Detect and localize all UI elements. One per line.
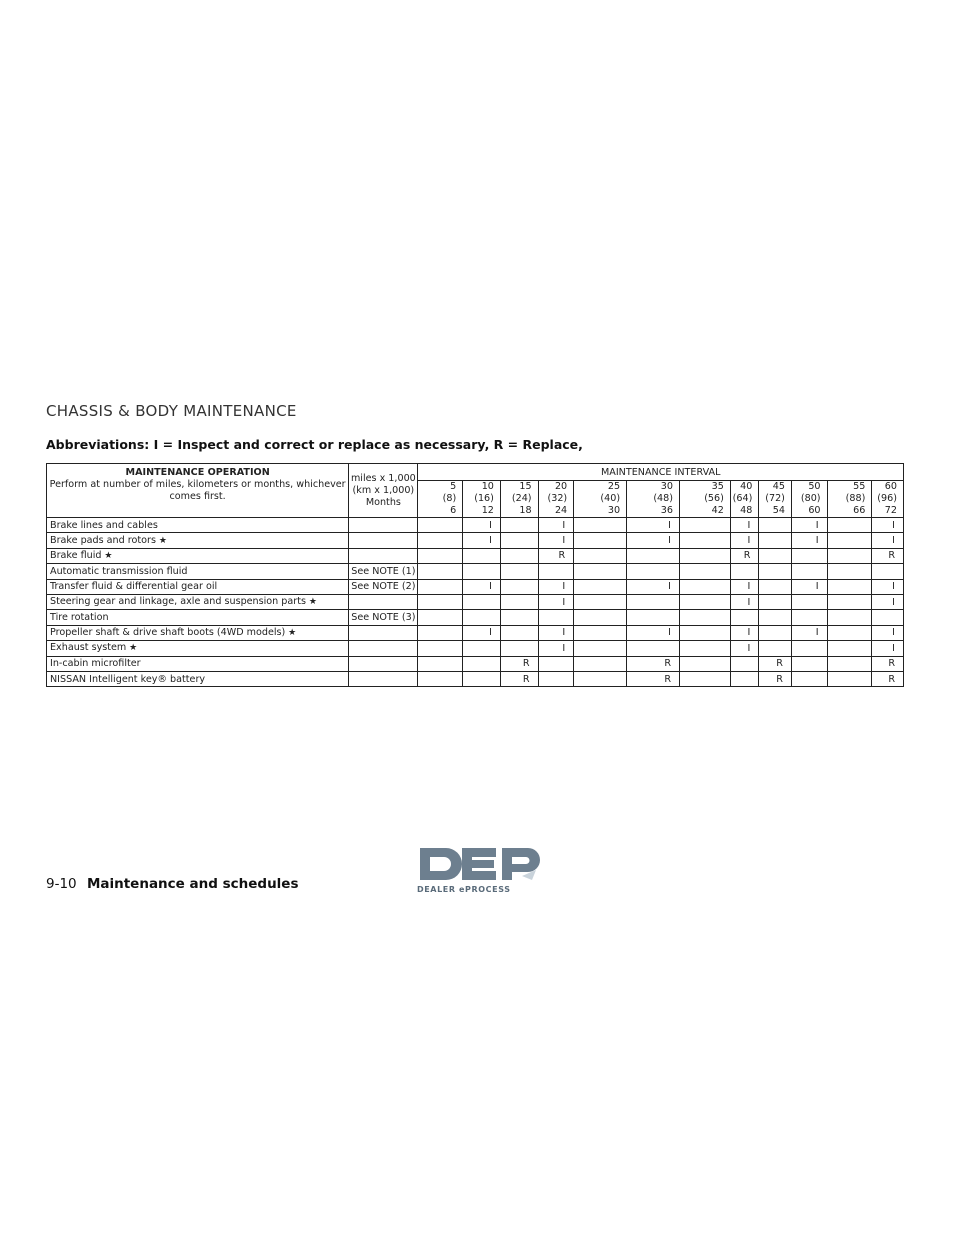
interval-cell: R [730, 548, 758, 563]
operation-note [349, 518, 418, 533]
interval-km: (88) [845, 493, 866, 504]
interval-cell: I [627, 579, 680, 594]
interval-cell [574, 641, 627, 656]
interval-cell [463, 610, 501, 625]
interval-cell [574, 610, 627, 625]
interval-cell [759, 625, 792, 640]
table-row [47, 656, 904, 671]
operation-name [47, 610, 349, 625]
interval-cell: I [730, 533, 758, 548]
interval-km: (64) [732, 493, 753, 504]
interval-cell [574, 671, 627, 686]
interval-cell [463, 656, 501, 671]
interval-cell: I [872, 579, 904, 594]
interval-months: 18 [519, 505, 532, 516]
operation-header-title: MAINTENANCE OPERATION [125, 467, 270, 478]
interval-cell: R [759, 656, 792, 671]
operation-label: Steering gear and linkage, axle and suspension parts [50, 596, 306, 608]
interval-miles: 60 [884, 481, 897, 492]
interval-col-5 [627, 481, 680, 518]
interval-cell [827, 641, 872, 656]
interval-cell: R [872, 671, 904, 686]
interval-km: (96) [877, 493, 897, 504]
interval-cell [627, 641, 680, 656]
interval-cell [827, 548, 872, 563]
interval-cell: I [463, 518, 501, 533]
interval-cell: I [730, 579, 758, 594]
operation-note [349, 671, 418, 686]
interval-cell [538, 656, 574, 671]
table-row [47, 518, 904, 533]
table-row [47, 641, 904, 656]
interval-months: 30 [607, 505, 621, 516]
interval-cell: I [791, 579, 827, 594]
interval-cell [759, 548, 792, 563]
interval-col-6 [680, 481, 731, 518]
interval-cell [791, 656, 827, 671]
interval-cell [680, 656, 731, 671]
interval-col-7 [730, 481, 758, 518]
operation-name [47, 671, 349, 686]
interval-cell: R [500, 656, 538, 671]
interval-cell [730, 610, 758, 625]
interval-cell: I [872, 625, 904, 640]
interval-cell [791, 641, 827, 656]
interval-miles: 35 [711, 481, 724, 492]
interval-cell [574, 548, 627, 563]
operation-label: Brake fluid [50, 549, 102, 561]
interval-col-8 [759, 481, 792, 518]
interval-cell [759, 594, 792, 609]
interval-miles: 45 [772, 481, 785, 492]
star-icon: ★ [126, 643, 138, 654]
table-row [47, 625, 904, 640]
interval-cell [680, 548, 731, 563]
interval-cell [418, 594, 463, 609]
page-footer [46, 876, 299, 892]
interval-cell: I [538, 625, 574, 640]
interval-miles: 15 [519, 481, 532, 492]
interval-cell [574, 518, 627, 533]
interval-cell: I [538, 641, 574, 656]
interval-col-4 [574, 481, 627, 518]
interval-cell [463, 641, 501, 656]
interval-cell: I [538, 533, 574, 548]
interval-cell [500, 518, 538, 533]
operation-name [47, 548, 349, 563]
operation-note [349, 548, 418, 563]
interval-miles: 30 [660, 481, 674, 492]
interval-cell [418, 533, 463, 548]
table-row [47, 533, 904, 548]
operation-name [47, 641, 349, 656]
interval-cell [680, 533, 731, 548]
interval-cell [759, 641, 792, 656]
interval-cell: I [791, 533, 827, 548]
interval-cell [574, 564, 627, 579]
operation-note: See NOTE (1) [349, 564, 418, 579]
interval-cell [759, 564, 792, 579]
interval-cell [538, 564, 574, 579]
operation-name [47, 564, 349, 579]
interval-cell [680, 625, 731, 640]
table-row [47, 564, 904, 579]
interval-cell: R [627, 656, 680, 671]
interval-cell [500, 625, 538, 640]
interval-cell [463, 594, 501, 609]
operation-name [47, 533, 349, 548]
interval-km: (72) [765, 493, 785, 504]
interval-cell [538, 671, 574, 686]
interval-cell [680, 594, 731, 609]
table-row [47, 548, 904, 563]
star-icon: ★ [305, 597, 317, 608]
interval-miles: 25 [607, 481, 621, 492]
interval-cell: I [872, 533, 904, 548]
interval-cell [730, 564, 758, 579]
interval-cell [418, 625, 463, 640]
interval-cell: I [791, 518, 827, 533]
interval-cell: I [872, 594, 904, 609]
interval-miles: 40 [740, 481, 753, 492]
interval-cell [827, 610, 872, 625]
interval-cell: R [500, 671, 538, 686]
interval-cell [574, 625, 627, 640]
interval-cell: I [538, 518, 574, 533]
interval-cell [500, 594, 538, 609]
interval-col-0 [418, 481, 463, 518]
interval-cell [418, 518, 463, 533]
interval-cell [872, 564, 904, 579]
interval-cell: R [538, 548, 574, 563]
operation-label: Propeller shaft & drive shaft boots (4WD models) [50, 626, 286, 638]
interval-miles: 50 [808, 481, 821, 492]
table-row [47, 594, 904, 609]
interval-col-9 [791, 481, 827, 518]
interval-col-1 [463, 481, 501, 518]
interval-cell [791, 548, 827, 563]
interval-col-3 [538, 481, 574, 518]
interval-cell: I [538, 579, 574, 594]
interval-cell [538, 610, 574, 625]
interval-cell [827, 533, 872, 548]
star-icon: ★ [285, 627, 297, 638]
interval-cell [627, 594, 680, 609]
interval-cell: I [872, 518, 904, 533]
operation-note [349, 656, 418, 671]
interval-col-2 [500, 481, 538, 518]
interval-cell [730, 671, 758, 686]
logo-text: DEALER ePROCESS [417, 885, 511, 894]
interval-cell [791, 671, 827, 686]
star-icon: ★ [155, 535, 167, 546]
operation-label: Automatic transmission fluid [50, 565, 188, 577]
interval-months: 66 [853, 505, 866, 516]
interval-cell: R [627, 671, 680, 686]
interval-cell [730, 656, 758, 671]
interval-cell [827, 625, 872, 640]
interval-cell: R [759, 671, 792, 686]
interval-cell: I [538, 594, 574, 609]
interval-miles: 5 [450, 481, 457, 492]
units-miles: miles x 1,000 [350, 472, 416, 484]
interval-cell [827, 579, 872, 594]
operation-name [47, 625, 349, 640]
interval-cell [827, 656, 872, 671]
interval-cell [680, 518, 731, 533]
operation-note [349, 533, 418, 548]
interval-cell [500, 610, 538, 625]
operation-note: See NOTE (2) [349, 579, 418, 594]
operation-name [47, 594, 349, 609]
page-number: 9-10 [46, 876, 77, 892]
interval-cell [418, 548, 463, 563]
interval-cell: I [730, 625, 758, 640]
interval-cell [500, 641, 538, 656]
interval-km: (56) [704, 493, 724, 504]
operation-note [349, 594, 418, 609]
logo-mark [420, 848, 540, 880]
interval-months: 72 [884, 505, 897, 516]
schedule-body [47, 518, 904, 687]
interval-cell [574, 594, 627, 609]
interval-cell [827, 671, 872, 686]
operation-name [47, 518, 349, 533]
interval-cell [680, 564, 731, 579]
interval-cell [827, 518, 872, 533]
interval-cell: I [463, 625, 501, 640]
interval-km: (48) [653, 493, 674, 504]
star-icon: ★ [101, 550, 113, 561]
interval-months: 12 [481, 505, 494, 516]
units-header [349, 464, 418, 518]
operation-note [349, 625, 418, 640]
interval-months: 48 [740, 505, 753, 516]
interval-cell [759, 518, 792, 533]
interval-cell [418, 564, 463, 579]
interval-cell: I [627, 518, 680, 533]
interval-cell [500, 548, 538, 563]
interval-cell [500, 533, 538, 548]
interval-cell [680, 671, 731, 686]
units-km: (km x 1,000) [352, 484, 415, 496]
interval-km: (40) [600, 493, 621, 504]
operation-note [349, 641, 418, 656]
interval-cell [463, 548, 501, 563]
interval-months: 54 [772, 505, 785, 516]
interval-header: MAINTENANCE INTERVAL [418, 464, 904, 481]
interval-cell [500, 579, 538, 594]
interval-cell [680, 579, 731, 594]
interval-cell: I [627, 625, 680, 640]
interval-cell [418, 671, 463, 686]
operation-header-subtitle: Perform at number of miles, kilometers or months, whichever comes first. [49, 479, 346, 502]
interval-cell [627, 610, 680, 625]
chapter-title: Maintenance and schedules [86, 876, 299, 892]
interval-miles: 20 [554, 481, 568, 492]
interval-months: 36 [660, 505, 674, 516]
interval-cell [463, 671, 501, 686]
interval-cell: R [872, 656, 904, 671]
interval-cell: R [872, 548, 904, 563]
operation-label: Exhaust system [50, 642, 127, 654]
interval-months: 6 [450, 505, 457, 516]
interval-km: (8) [442, 493, 457, 504]
interval-cell [418, 579, 463, 594]
interval-cell [759, 579, 792, 594]
interval-cell [574, 579, 627, 594]
operation-label: NISSAN Intelligent key® battery [50, 673, 206, 685]
interval-cell: I [627, 533, 680, 548]
interval-miles: 55 [853, 481, 866, 492]
section-title: CHASSIS & BODY MAINTENANCE [46, 402, 297, 420]
interval-months: 42 [711, 505, 724, 516]
interval-cell: I [872, 641, 904, 656]
interval-cell [827, 594, 872, 609]
interval-cell [759, 533, 792, 548]
interval-cell [574, 533, 627, 548]
interval-cell: I [463, 533, 501, 548]
interval-months: 60 [808, 505, 821, 516]
interval-col-10 [827, 481, 872, 518]
abbreviations-line: Abbreviations: I = Inspect and correct or replace as necessary, R = Replace, [46, 437, 583, 452]
table-row [47, 579, 904, 594]
table-row [47, 671, 904, 686]
operation-name [47, 579, 349, 594]
operation-name [47, 656, 349, 671]
interval-km: (80) [800, 493, 821, 504]
interval-cell [680, 641, 731, 656]
operation-label: In-cabin microfilter [50, 658, 141, 670]
interval-cell [418, 610, 463, 625]
operation-label: Tire rotation [50, 612, 109, 624]
interval-cell [791, 594, 827, 609]
interval-cell [872, 610, 904, 625]
operation-label: Transfer fluid & differential gear oil [50, 581, 218, 593]
interval-cell [827, 564, 872, 579]
interval-cell [627, 564, 680, 579]
operation-header [47, 464, 349, 518]
interval-cell [627, 548, 680, 563]
interval-cell [418, 656, 463, 671]
interval-km: (24) [511, 493, 532, 504]
interval-cell [791, 564, 827, 579]
header-row-top [47, 464, 904, 481]
interval-cell: I [791, 625, 827, 640]
interval-cell: I [730, 641, 758, 656]
interval-cell: I [463, 579, 501, 594]
interval-km: (16) [474, 493, 494, 504]
interval-cell [574, 656, 627, 671]
interval-cell [680, 610, 731, 625]
interval-cell [418, 641, 463, 656]
maintenance-schedule-table [46, 463, 904, 687]
interval-cell: I [730, 594, 758, 609]
operation-label: Brake lines and cables [50, 519, 158, 531]
interval-km: (32) [547, 493, 568, 504]
operation-note: See NOTE (3) [349, 610, 418, 625]
operation-label: Brake pads and rotors [50, 534, 156, 546]
interval-cell [463, 564, 501, 579]
interval-cell [500, 564, 538, 579]
interval-cell: I [730, 518, 758, 533]
interval-months: 24 [554, 505, 568, 516]
interval-col-11 [872, 481, 904, 518]
units-months: Months [365, 496, 401, 508]
table-row [47, 610, 904, 625]
interval-miles: 10 [481, 481, 494, 492]
interval-cell [791, 610, 827, 625]
interval-cell [759, 610, 792, 625]
